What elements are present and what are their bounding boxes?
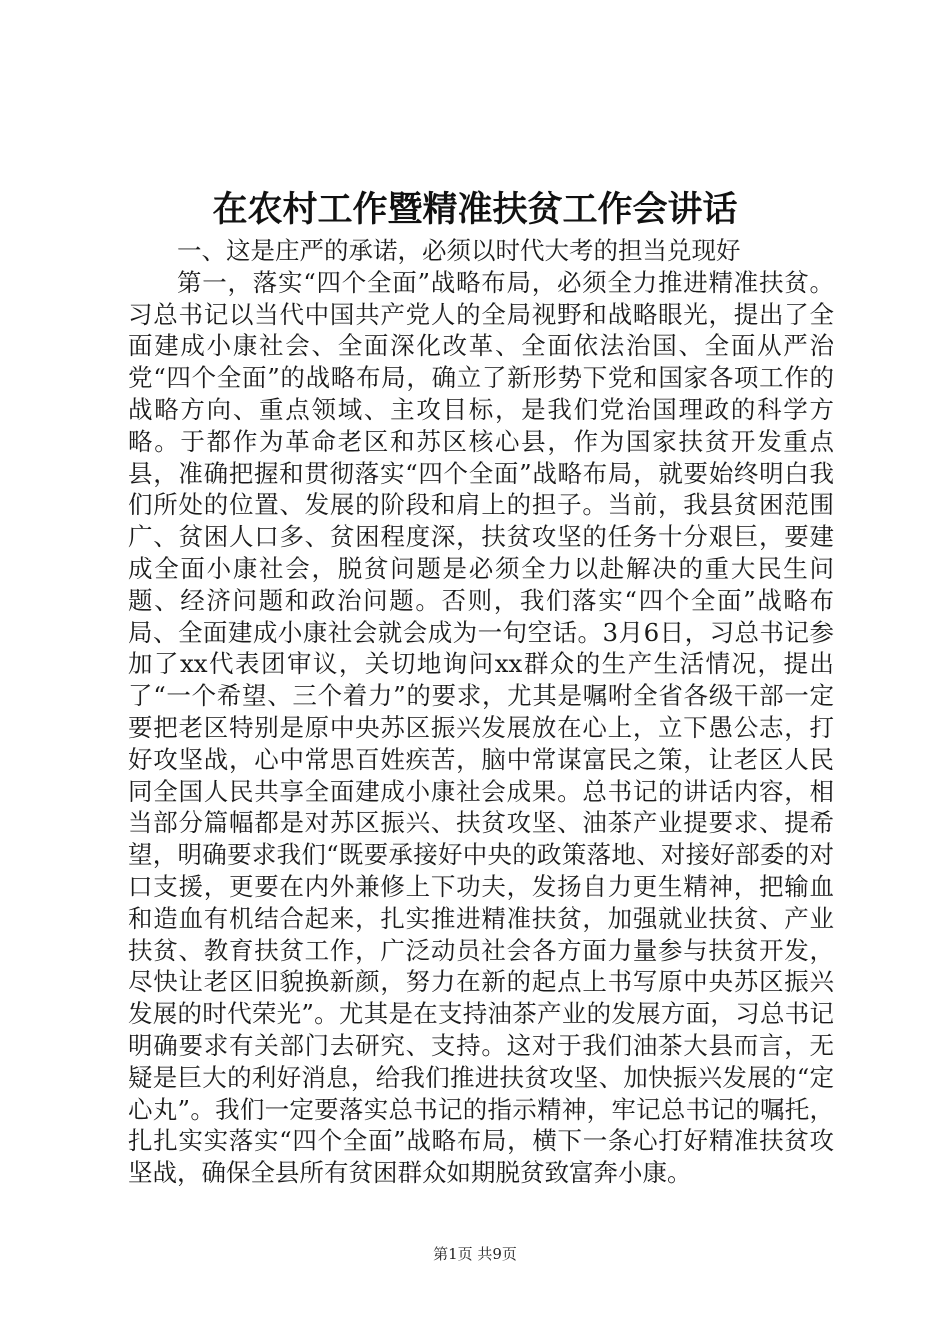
- document-body: [128, 235, 834, 1189]
- page-number: 第1页 共9页: [433, 1245, 517, 1263]
- body-paragraph: 第一，落实“四个全面”战略布局，必须全力推进精准扶贫。习总书记以当代中国共产党人的全局视野和战略眼光，提出了全面建成小康社会、全面深化改革、全面依法治国、全面从严治党“四个全面”的战略布局，确立了新形势下党和国家各项工作的战略方向、重点领域、主攻目标，是我们党治国理政的科学方略。于都作为革命老区和苏区核心县，作为国家扶贫开发重点县，准确把握和贯彻落实“四个全面”战略布局，就要始终明白我们所处的位置、发展的阶段和肩上的担子。当前，我县贫困范围广、贫困人口多、贫困程度深，扶贫攻坚的任务十分艰巨，要建成全面小康社会，脱贫问题是必须全力以赴解决的重大民生问题、经济问题和政治问题。否则，我们落实“四个全面”战略布局、全面建成小康社会就会成为一句空话。3月6日，习总书记参加了xx代表团审议，关切地询问xx群众的生产生活情况，提出了“一个希望、三个着力”的要求，尤其是嘱咐全省各级干部一定要把老区特别是原中央苏区振兴发展放在心上，立下愚公志，打好攻坚战，心中常思百姓疾苦，脑中常谋富民之策，让老区人民同全国人民共享全面建成小康社会成果。总书记的讲话内容，相当部分篇幅都是对苏区振兴、扶贫攻坚、油茶产业提要求、提希望，明确要求我们“既要承接好中央的政策落地、对接好部委的对口支援，更要在内外兼修上下功夫，发扬自力更生精神，把输血和造血有机结合起来，扎实推进精准扶贫，加强就业扶贫、产业扶贫、教育扶贫工作，广泛动员社会各方面力量参与扶贫开发，尽快让老区旧貌换新颜，努力在新的起点上书写原中央苏区振兴发展的时代荣光”。尤其是在支持油茶产业的发展方面，习总书记明确要求有关部门去研究、支持。这对于我们油茶大县而言，无疑是巨大的利好消息，给我们推进扶贫攻坚、加快振兴发展的“定心丸”。我们一定要落实总书记的指示精神，牢记总书记的嘱托，扎扎实实落实“四个全面”战略布局，横下一条心打好精准扶贫攻坚战，确保全县所有贫困群众如期脱贫致富奔小康。: [128, 267, 834, 1188]
- section-heading: 一、这是庄严的承诺，必须以时代大考的担当兑现好: [177, 236, 741, 265]
- document-title: 在农村工作暨精准扶贫工作会讲话: [212, 189, 738, 230]
